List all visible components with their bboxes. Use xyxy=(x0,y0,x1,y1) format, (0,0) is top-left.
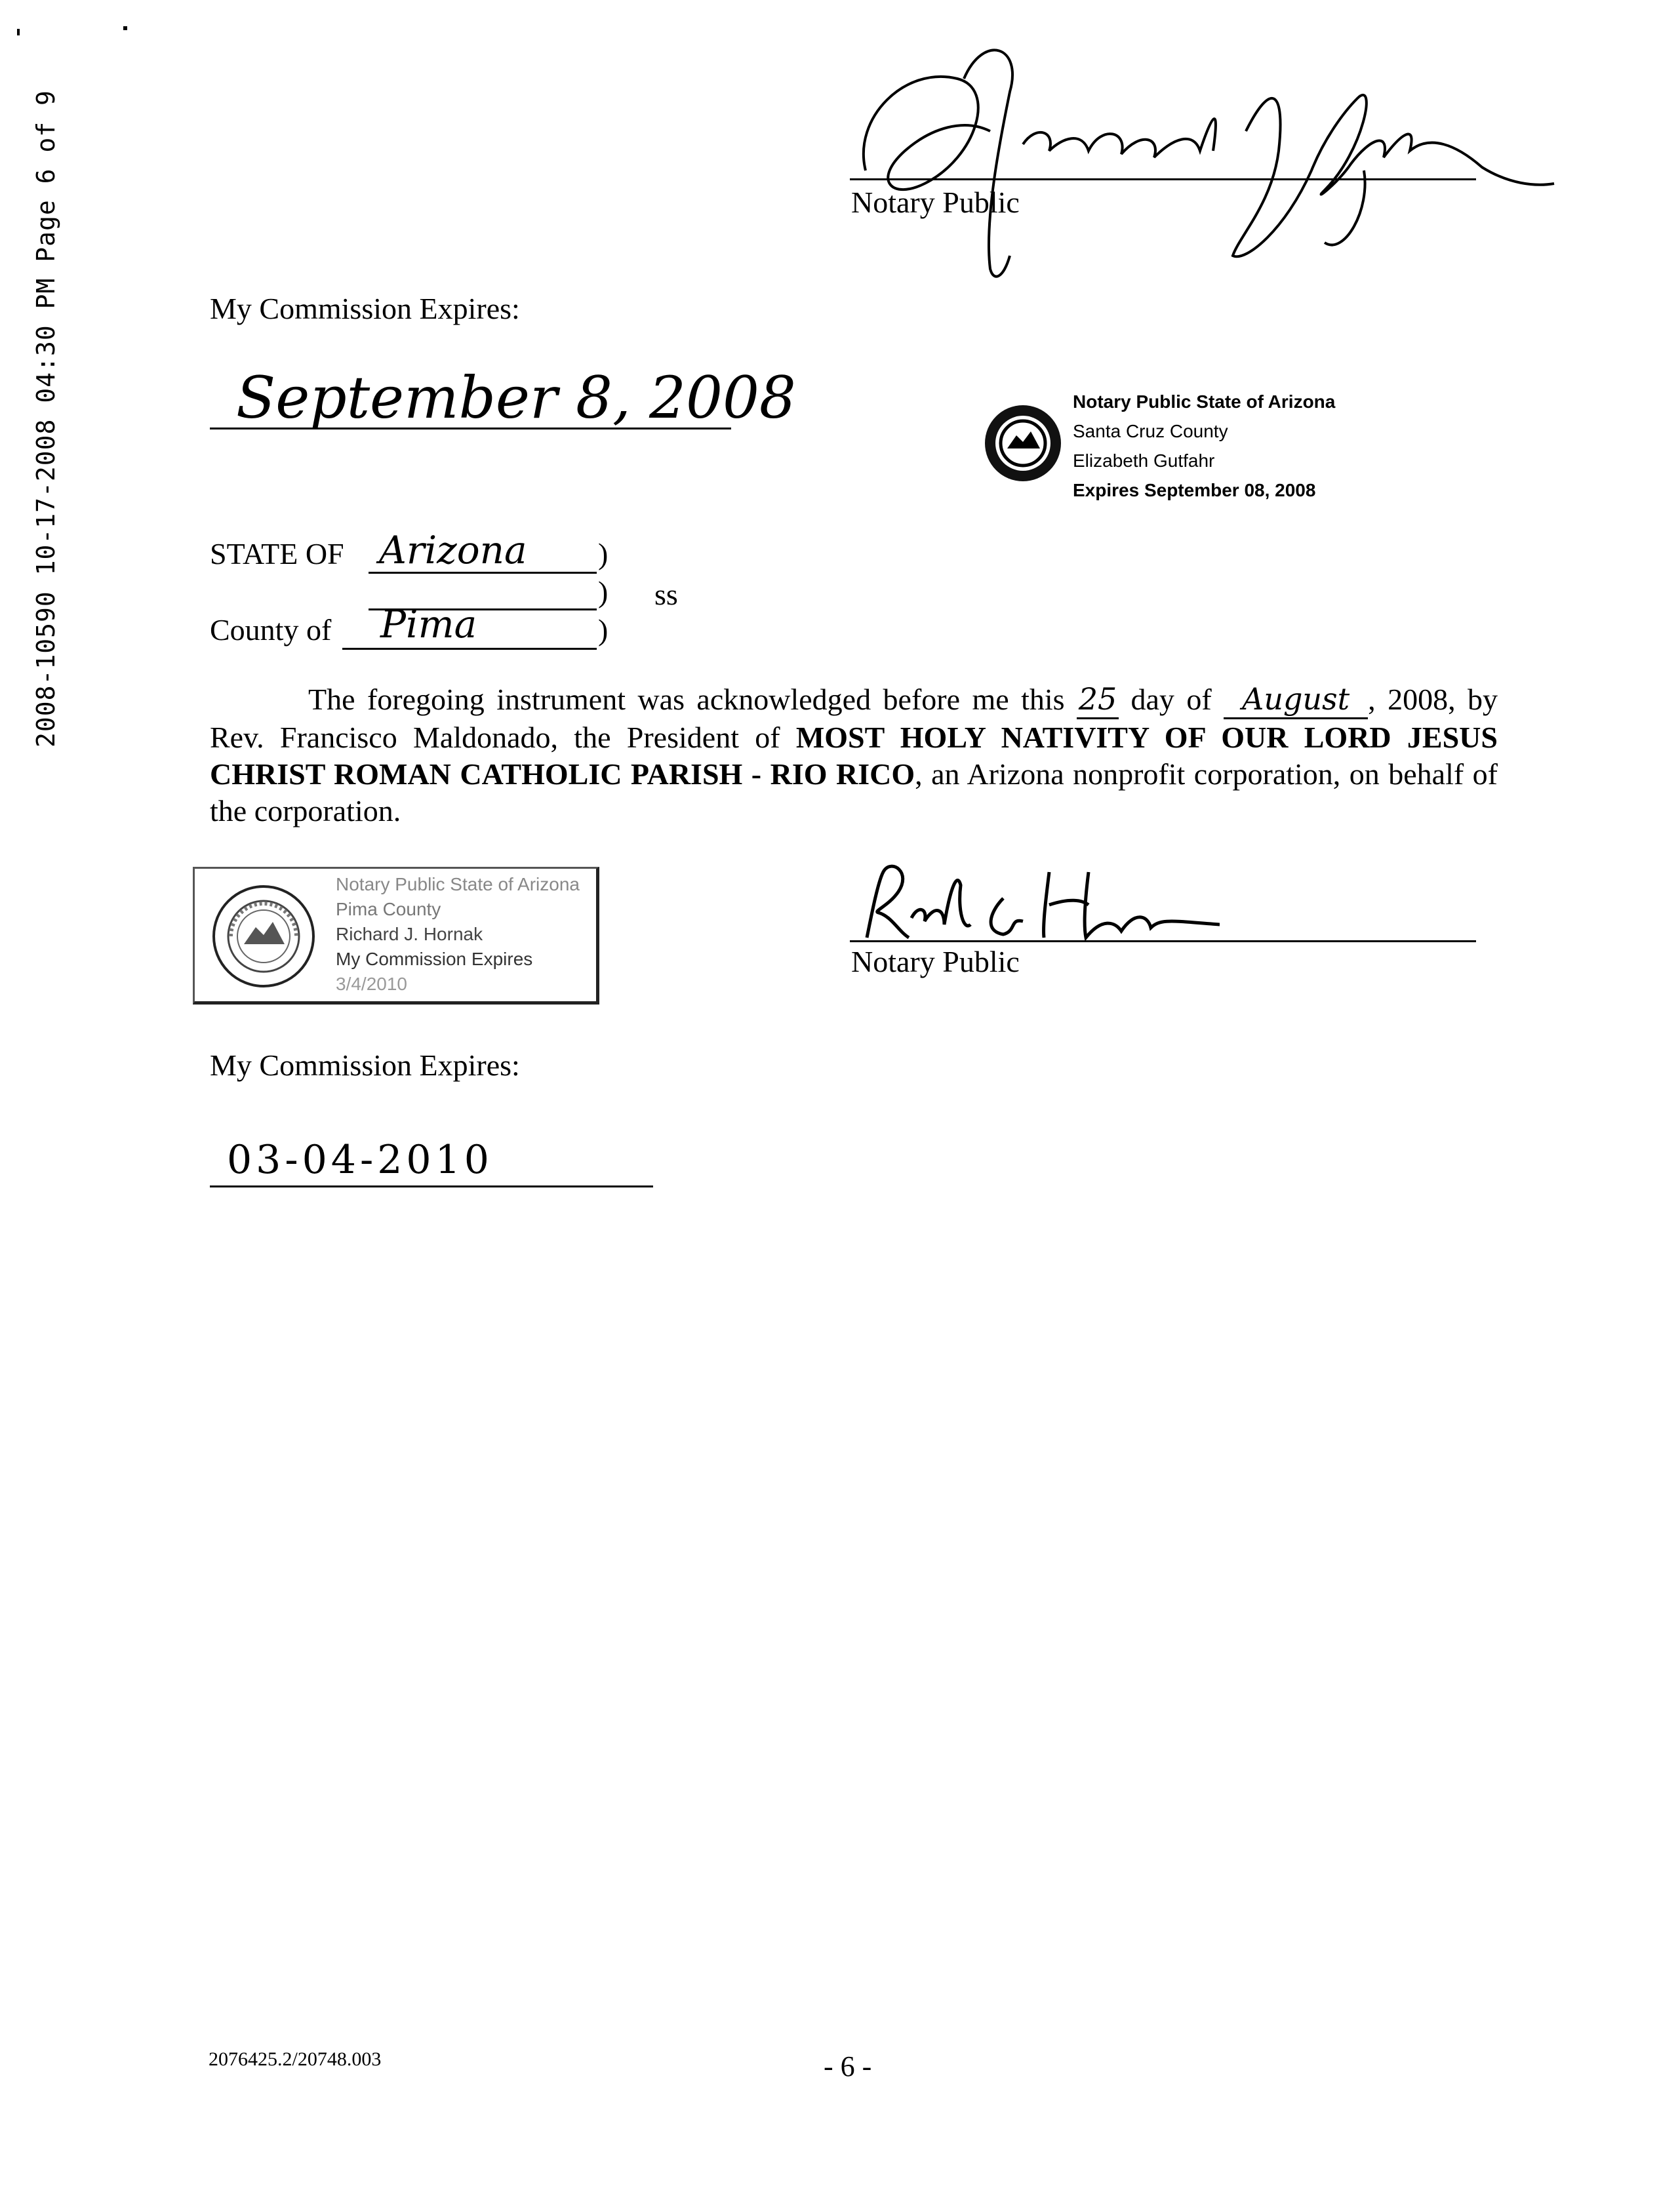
seal-2-line-4: My Commission Expires xyxy=(336,949,533,969)
commission-expires-label-1: My Commission Expires: xyxy=(210,292,520,325)
scan-speck xyxy=(17,29,20,35)
seal-2-text xyxy=(336,872,580,997)
footer-page-number: - 6 - xyxy=(824,2050,872,2082)
footer-doc-id: 2076425.2/20748.003 xyxy=(209,2048,382,2070)
seal-2-line-2: Pima County xyxy=(336,899,441,919)
seal-1-text xyxy=(1073,387,1335,505)
ack-day-blank: 25 xyxy=(1077,681,1119,719)
scan-speck xyxy=(123,26,127,30)
seal-1-line-1: Notary Public State of Arizona xyxy=(1073,391,1336,412)
seal-1-line-2: Santa Cruz County xyxy=(1073,421,1228,441)
state-of-label: STATE OF xyxy=(210,537,344,570)
venue-paren-3: ) xyxy=(598,613,609,647)
ack-month-blank: August xyxy=(1224,681,1368,719)
county-of-label: County of xyxy=(210,613,332,647)
ack-part-2: day of xyxy=(1130,683,1212,716)
state-of-line xyxy=(369,572,597,574)
ack-entity-name: MOST HOLY NATIVITY OF OUR LORD JESUS CHRIST ROMAN CATHOLIC PARISH - RIO RICO xyxy=(210,721,1498,791)
notary-signature-1-image xyxy=(826,20,1561,289)
notary-signature-1-line xyxy=(850,178,1476,180)
acknowledgment-paragraph xyxy=(210,681,1498,829)
arizona-state-seal-icon-2 xyxy=(211,884,316,989)
ack-part-3: , 2008, by Rev. Francisco Maldonado, the President of xyxy=(210,683,1498,754)
fax-header-stamp: 2008-10590 10-17-2008 04:30 PM Page 6 of 9 xyxy=(31,90,60,747)
seal-2-line-3: Richard J. Hornak xyxy=(336,924,483,944)
commission-expires-date-2: 03-04-2010 xyxy=(227,1137,493,1183)
ack-part-4: , an Arizona nonprofit corporation, on behalf of the corporation. xyxy=(210,757,1498,827)
venue-ss: ss xyxy=(654,578,678,611)
commission-expires-line-2 xyxy=(210,1185,653,1187)
commission-expires-label-2: My Commission Expires: xyxy=(210,1048,520,1082)
state-of-value: Arizona xyxy=(379,528,527,572)
commission-expires-date-1: September 8, 2008 xyxy=(236,364,796,431)
county-of-value: Pima xyxy=(380,602,477,647)
seal-1-line-3: Elizabeth Gutfahr xyxy=(1073,450,1215,471)
notary-signature-2-image xyxy=(852,859,1220,944)
arizona-state-seal-icon xyxy=(982,403,1064,484)
seal-2-line-5: 3/4/2010 xyxy=(336,974,407,994)
seal-2-line-1: Notary Public State of Arizona xyxy=(336,874,580,894)
county-of-line xyxy=(342,648,597,650)
notary-public-label-1: Notary Public xyxy=(851,186,1020,219)
venue-paren-2: ) xyxy=(598,575,609,608)
notary-public-label-2: Notary Public xyxy=(851,945,1020,978)
venue-paren-1: ) xyxy=(598,537,609,570)
seal-1-line-4: Expires September 08, 2008 xyxy=(1073,480,1316,500)
notary-signature-2-line xyxy=(850,940,1476,942)
commission-expires-line-1 xyxy=(210,428,731,429)
ack-part-1: The foregoing instrument was acknowledged before me this xyxy=(308,683,1065,716)
